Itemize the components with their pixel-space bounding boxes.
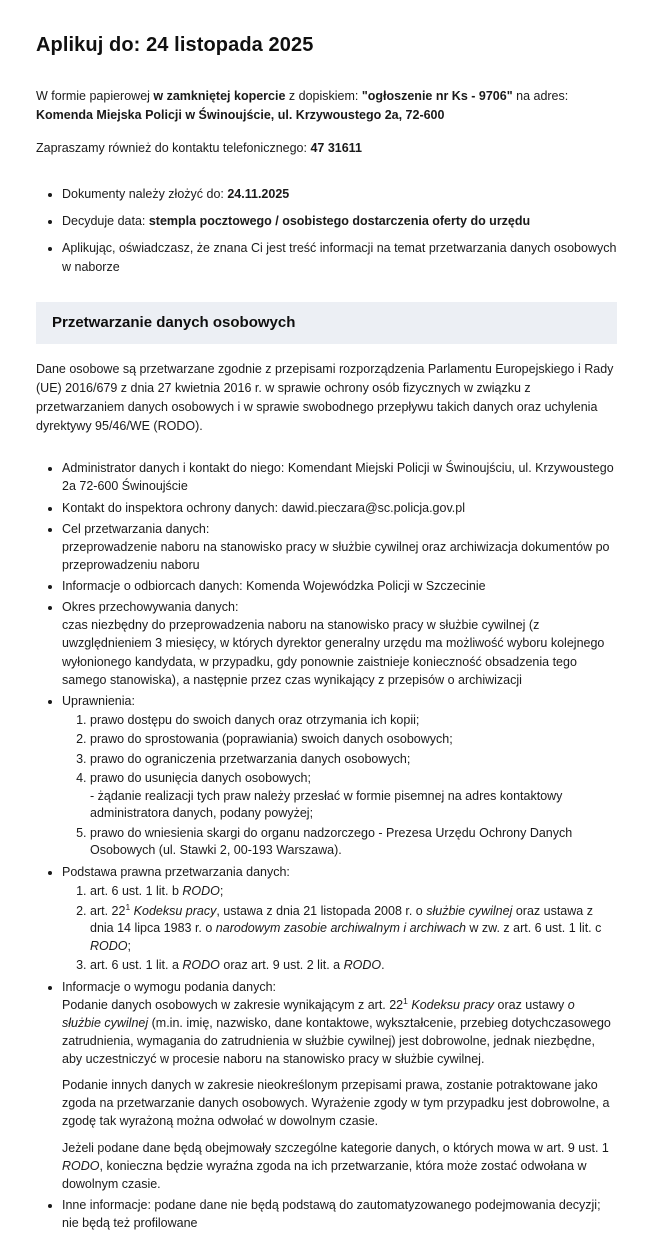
rights-ordered-list <box>62 712 617 860</box>
phone-number: 47 31611 <box>310 140 362 155</box>
section-header-data-processing <box>36 302 617 344</box>
text-run: na adres: <box>512 89 569 103</box>
italic-run-rodo: RODO <box>343 958 382 972</box>
text-run: art. 6 ust. 1 lit. a <box>90 958 183 972</box>
italic-run-civil-service: służbie cywilnej <box>426 903 513 918</box>
text-run: 4. prawo do usunięcia danych osobowych; <box>90 771 311 786</box>
data-requirement-paragraphs <box>62 996 617 1193</box>
list-item-data-requirement <box>62 978 617 1193</box>
text-run: . <box>381 958 385 972</box>
superscript-one: 1 <box>403 995 408 1006</box>
legal-basis-ordered-list <box>62 883 617 975</box>
list-item-recipients: • Informacje o odbiorcach danych: Komenda Wojewódzka Policji w Szczecinie <box>62 577 617 595</box>
data-requirement-paragraph-1 <box>62 996 617 1069</box>
list-item-other-info: • Inne informacje: podane dane nie będą podstawą do zautomatyzowanego podejmowania decyzji; nie będą też profilowane <box>62 1196 617 1232</box>
rights-erasure-note: - żądanie realizacji tych praw należy przesłać w formie pisemnej na adres kontaktowy administratora danych, podany powyżej; <box>90 788 563 821</box>
inspector-email: dawid.pieczara@sc.policja.gov.pl <box>281 500 465 515</box>
text-run: (m.in. imię, nazwisko, dane kontaktowe, wykształcenie, przebieg dotychczasowego zatrudnienia, wymagania do zatrudnienia w służbie cywilnej) jest dobrowolne, jednak niezbędne, aby uczestniczyć w procesie naboru na stanowisko pracy w służbie cywilnej. <box>62 1015 611 1066</box>
text-run: Decyduje data: <box>62 214 149 228</box>
list-item-rights <box>62 692 617 860</box>
list-item-administrator: • Administrator danych i kontakt do niego: Komendant Miejski Policji w Świnoujściu, ul. Krzywoustego 2a 72-600 Świnoujście <box>62 459 617 495</box>
bold-run-postmark: stempla pocztowego / osobistego dostarczenia oferty do urzędu <box>148 214 531 228</box>
rights-item-complaint: 5. prawo do wniesienia skargi do organu nadzorczego - Prezesa Urzędu Ochrony Danych Osobowych (ul. Stawki 2, 00-193 Warszawa). <box>90 825 617 860</box>
italic-run-labour-code: Kodeksu pracy <box>411 997 495 1012</box>
data-requirement-head: • Informacje o wymogu podania danych: <box>62 979 277 994</box>
legal-basis-item-3 <box>90 957 617 975</box>
text-run: z dopiskiem: <box>285 89 362 103</box>
text-run: art. 22 <box>90 903 126 918</box>
text-run: oraz ustawa z dnia 14 lipca 1983 r. o <box>90 903 593 935</box>
superscript-one: 1 <box>125 901 131 912</box>
text-run: Podanie danych osobowych w zakresie wynikającym z art. 22 <box>62 997 404 1012</box>
text-run: Aplikując, oświadczasz, że znana Ci jest treść informacji na temat przetwarzania danych osobowych w naborze <box>62 240 617 274</box>
data-requirement-paragraph-3 <box>62 1139 617 1193</box>
text-run: Dokumenty należy złożyć do: <box>62 187 228 202</box>
italic-run-civil-service: o służbie cywilnej <box>62 997 575 1030</box>
text-run: oraz art. 9 ust. 2 lit. a <box>219 958 344 972</box>
text-run: ; <box>127 938 131 953</box>
text-run: W formie papierowej <box>36 89 154 103</box>
bold-run-address: Komenda Miejska Policji w Świnoujście, ul. Krzywoustego 2a, 72-600 <box>36 107 445 122</box>
text-run: , ustawa z dnia 21 listopada 2008 r. o <box>216 903 427 918</box>
list-item-legal-basis <box>62 863 617 975</box>
italic-run-rodo: RODO <box>90 938 128 953</box>
italic-run-archives-act: narodowym zasobie archiwalnym i archiwach <box>215 921 466 935</box>
list-item-purpose <box>62 520 617 574</box>
text-run: oraz ustawy <box>494 997 568 1012</box>
list-item-declaration <box>62 239 617 277</box>
rights-item-access: 1. prawo dostępu do swoich danych oraz otrzymania ich kopii; <box>90 712 617 730</box>
phone-contact-paragraph <box>36 139 617 158</box>
purpose-head: • Cel przetwarzania danych: <box>62 521 210 536</box>
text-run: ; <box>219 884 224 898</box>
rodo-details-list <box>36 459 617 1232</box>
data-requirement-paragraph-2: Podanie innych danych w zakresie nieokreślonym przepisami prawa, zostanie potraktowane jako zgoda na przetwarzanie danych osobowych. Wyrażenie zgody w tym przypadku jest dobrowolne, a zgodę tak wyrażoną można odwołać w dowolnym czasie. <box>62 1078 610 1129</box>
italic-run-rodo: RODO <box>182 884 220 898</box>
text-run: Zapraszamy również do kontaktu telefonicznego: <box>36 140 311 155</box>
text-run: , konieczna będzie wyraźna zgoda na ich przetwarzanie, która może zostać odwołana w dowolnym czasie. <box>62 1158 587 1191</box>
paper-submission-paragraph <box>36 87 617 125</box>
text-run: Jeżeli podane dane będą obejmowały szczególne kategorie danych, o których mowa w art. 9 ust. 1 <box>62 1140 609 1155</box>
rights-item-erasure <box>90 770 617 823</box>
application-deadline-list <box>36 185 617 276</box>
italic-run-labour-code: Kodeksu pracy <box>133 903 217 918</box>
italic-run-rodo: RODO <box>62 1158 100 1173</box>
list-item-documents-deadline <box>62 185 617 204</box>
text-run: Kontakt do inspektora ochrony danych: <box>62 500 282 515</box>
bold-run-envelope: w zamkniętej kopercie <box>153 89 286 103</box>
rodo-intro-paragraph: Dane osobowe są przetwarzane zgodnie z przepisami rozporządzenia Parlamentu Europejskiego i Rady (UE) 2016/679 z dnia 27 kwietnia 2016 r. w sprawie ochrony osób fizycznych w związku z przetwarzaniem danych osobowych i w sprawie swobodnego przepływu takich danych oraz uchylenia dyrektywy 95/46/WE (RODO). <box>36 362 614 433</box>
legal-basis-item-2 <box>90 903 617 956</box>
rights-item-restriction: 3. prawo do ograniczenia przetwarzania danych osobowych; <box>90 751 617 769</box>
text-run: w zw. z art. 6 ust. 1 lit. c <box>465 921 602 935</box>
list-item-retention <box>62 598 617 689</box>
rights-head: • Uprawnienia: <box>62 693 135 708</box>
bold-run-date: 24.11.2025 <box>227 187 290 202</box>
retention-body: czas niezbędny do przeprowadzenia naboru na stanowisko pracy w służbie cywilnej (z uwzględnieniem 3 miesięcy, w których dyrektor generalny urzędu ma możliwość wyboru kolejnego wyłonionego kandydata, w przypadku, gdy ponownie zaistnieje konieczność obsadzenia tego samego stanowiska), a następnie przez czas wynikający z przepisów o archiwizacji <box>62 618 605 687</box>
section-title: Przetwarzanie danych osobowych <box>52 314 296 332</box>
bold-run-announcement-number: "ogłoszenie nr Ks - 9706" <box>361 89 513 103</box>
list-item-deciding-date <box>62 212 617 231</box>
list-item-inspector-contact <box>62 499 617 517</box>
text-run: art. 6 ust. 1 lit. b <box>90 884 183 898</box>
rights-item-rectification: 2. prawo do sprostowania (poprawiania) swoich danych osobowych; <box>90 731 617 749</box>
apply-deadline-heading: Aplikuj do: 24 listopada 2025 <box>36 34 314 56</box>
italic-run-rodo: RODO <box>182 958 220 972</box>
purpose-body: przeprowadzenie naboru na stanowisko pracy w służbie cywilnej oraz archiwizacja dokumentów po przeprowadzeniu naboru <box>62 539 610 572</box>
retention-head: • Okres przechowywania danych: <box>62 600 239 615</box>
legal-basis-head: • Podstawa prawna przetwarzania danych: <box>62 864 290 879</box>
